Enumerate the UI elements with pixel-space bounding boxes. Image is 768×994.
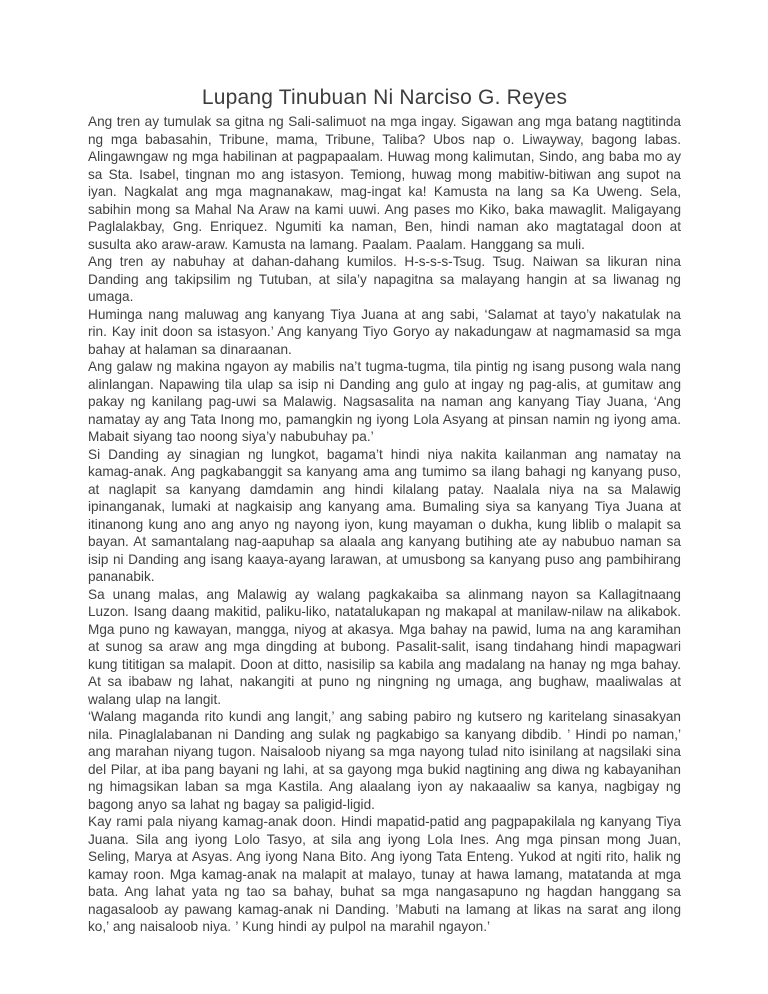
paragraph: Sa unang malas, ang Malawig ay walang pagkakaiba sa alinmang nayon sa Kallagitnaang Luzon. Isang daang makitid, paliku-liko, natatalukapan ng makapal at manilaw-nilaw na alikabok. Mga puno ng kawayan, mangga, niyog at akasya. Mga bahay na pawid, luma na ang karamihan at sunog sa araw ang mga dingding at bubong. Pasalit-salit, isang tindahang hindi mapagwari kung tititigan sa malapit. Doon at ditto, nasisilip sa kabila ang madalang na hanay ng mga bahay. At sa ibabaw ng lahat, nakangiti at puno ng ningning ng umaga, ang bughaw, maaliwalas at walang ulap na langit.: [88, 586, 681, 707]
paragraph: Ang tren ay nabuhay at dahan-dahang kumilos. H-s-s-s-Tsug. Tsug. Naiwan sa likuran nina Danding ang takipsilim ng Tutuban, at sila’y napagitna sa malayang hangin at sa liwanag ng umaga.: [88, 254, 681, 304]
document-title: Lupang Tinubuan Ni Narciso G. Reyes: [201, 86, 568, 109]
paragraph: Ang galaw ng makina ngayon ay mabilis na’t tugma-tugma, tila pintig ng isang pusong wala nang alinlangan. Napawing tila ulap sa isip ni Danding ang gulo at ingay ng pag-alis, at gumitaw ang pakay ng kanilang pag-uwi sa Malawig. Nagsasalita na naman ang kanyang Tiay Juana, ‘Ang namatay ay ang Tata Inong mo, pamangkin ng iyong Lola Asyang at pinsan namin ng iyong ama. Mabait siyang tao noong siya’y nabubuhay pa.’: [88, 359, 681, 444]
paragraph: Si Danding ay sinagian ng lungkot, bagama’t hindi niya nakita kailanman ang namatay na kamag-anak. Ang pagkabanggit sa kanyang ama ang tumimo sa ilang bahagi ng kanyang puso, at naglapit sa kanyang damdamin ang hindi kilalang patay. Naalala niya na sa Malawig ipinanganak, lumaki at nagkaisip ang kanyang ama. Bumaling siya sa kanyang Tiya Juana at itinanong kung ano ang anyo ng nayong iyon, kung mayaman o dukha, kung liblib o malapit sa bayan. At samantalang nag-aapuhap sa alaala ang kanyang butihing ate ay nabubuo naman sa isip ni Danding ang isang kaaya-ayang larawan, at umusbong sa kanyang puso ang pambihirang pananabik.: [88, 446, 681, 584]
paragraph: Huminga nang maluwag ang kanyang Tiya Juana at ang sabi, ‘Salamat at tayo’y nakatulak na rin. Kay init doon sa istasyon.’ Ang kanyang Tiyo Goryo ay nakadungaw at nagmamasid sa mga bahay at halaman sa dinaraanan.: [88, 306, 681, 357]
paragraph: Kay rami pala niyang kamag-anak doon. Hindi mapatid-patid ang pagpapakilala ng kanyang Tiya Juana. Sila ang iyong Lolo Tasyo, at sila ang iyong Lola Ines. Ang mga pinsan mong Juan, Seling, Marya at Asyas. Ang iyong Nana Bito. Ang iyong Tata Enteng. Yukod at ngiti rito, halik ng kamay roon. Mga kamag-anak na malapit at malayo, tunay at hawa lamang, matatanda at mga bata. Ang lahat yata ng tao sa bahay, buhat sa mga nangasapuno ng hagdan hanggang sa nagasaloob ay pawang kamag-anak ni Danding. ’Mabuti na lamang at likas na sarat ang ilong ko,’ ang naisaloob niya. ’ Kung hindi ay pulpol na marahil ngayon.’: [88, 814, 681, 934]
paragraph: Ang tren ay tumulak sa gitna ng Sali-salimuot na mga ingay. Sigawan ang mga batang nagtitinda ng mga babasahin, Tribune, mama, Tribune, Taliba? Ubos nap o. Liwayway, bagong labas. Alingawngaw ng mga habilinan at pagpapaalam. Huwag mong kalimutan, Sindo, ang baba mo ay sa Sta. Isabel, tingnan mo ang istasyon. Temiong, huwag mong mabitiw-bitiwan ang supot na iyan. Nagkalat ang mga magnanakaw, mag-ingat ka! Kamusta na lang sa Ka Uweng. Sela, sabihin mong sa Mahal Na Araw na kami uuwi. Ang pases mo Kiko, baka mawaglit. Maligayang Paglalakbay, Gng. Enriquez. Ngumiti ka naman, Ben, hindi naman ako magtatagal doon at susulta ako araw-araw. Kamusta na lamang. Paalam. Paalam. Hanggang sa muli.: [88, 114, 681, 252]
document-body: [88, 113, 681, 936]
paragraph: ‘Walang maganda rito kundi ang langit,’ ang sabing pabiro ng kutsero ng karitelang sinasakyan nila. Pinaglalabanan ni Danding ang sulak ng pagkabigo sa kanyang dibdib. ’ Hindi po naman,’ ang marahan niyang tugon. Naisaloob niyang sa mga nayong tulad nito isinilang at nagsilaki sina del Pilar, at iba pang bayani ng lahi, at sa gayong mga bukid nagtining ang diwa ng kabayanihan ng himagsikan laban sa mga Kastila. Ang alaalang iyon ay nakaaaliw sa kanya, nagbigay ng bagong anyo sa lahat ng bagay sa paligid-ligid.: [88, 709, 681, 812]
